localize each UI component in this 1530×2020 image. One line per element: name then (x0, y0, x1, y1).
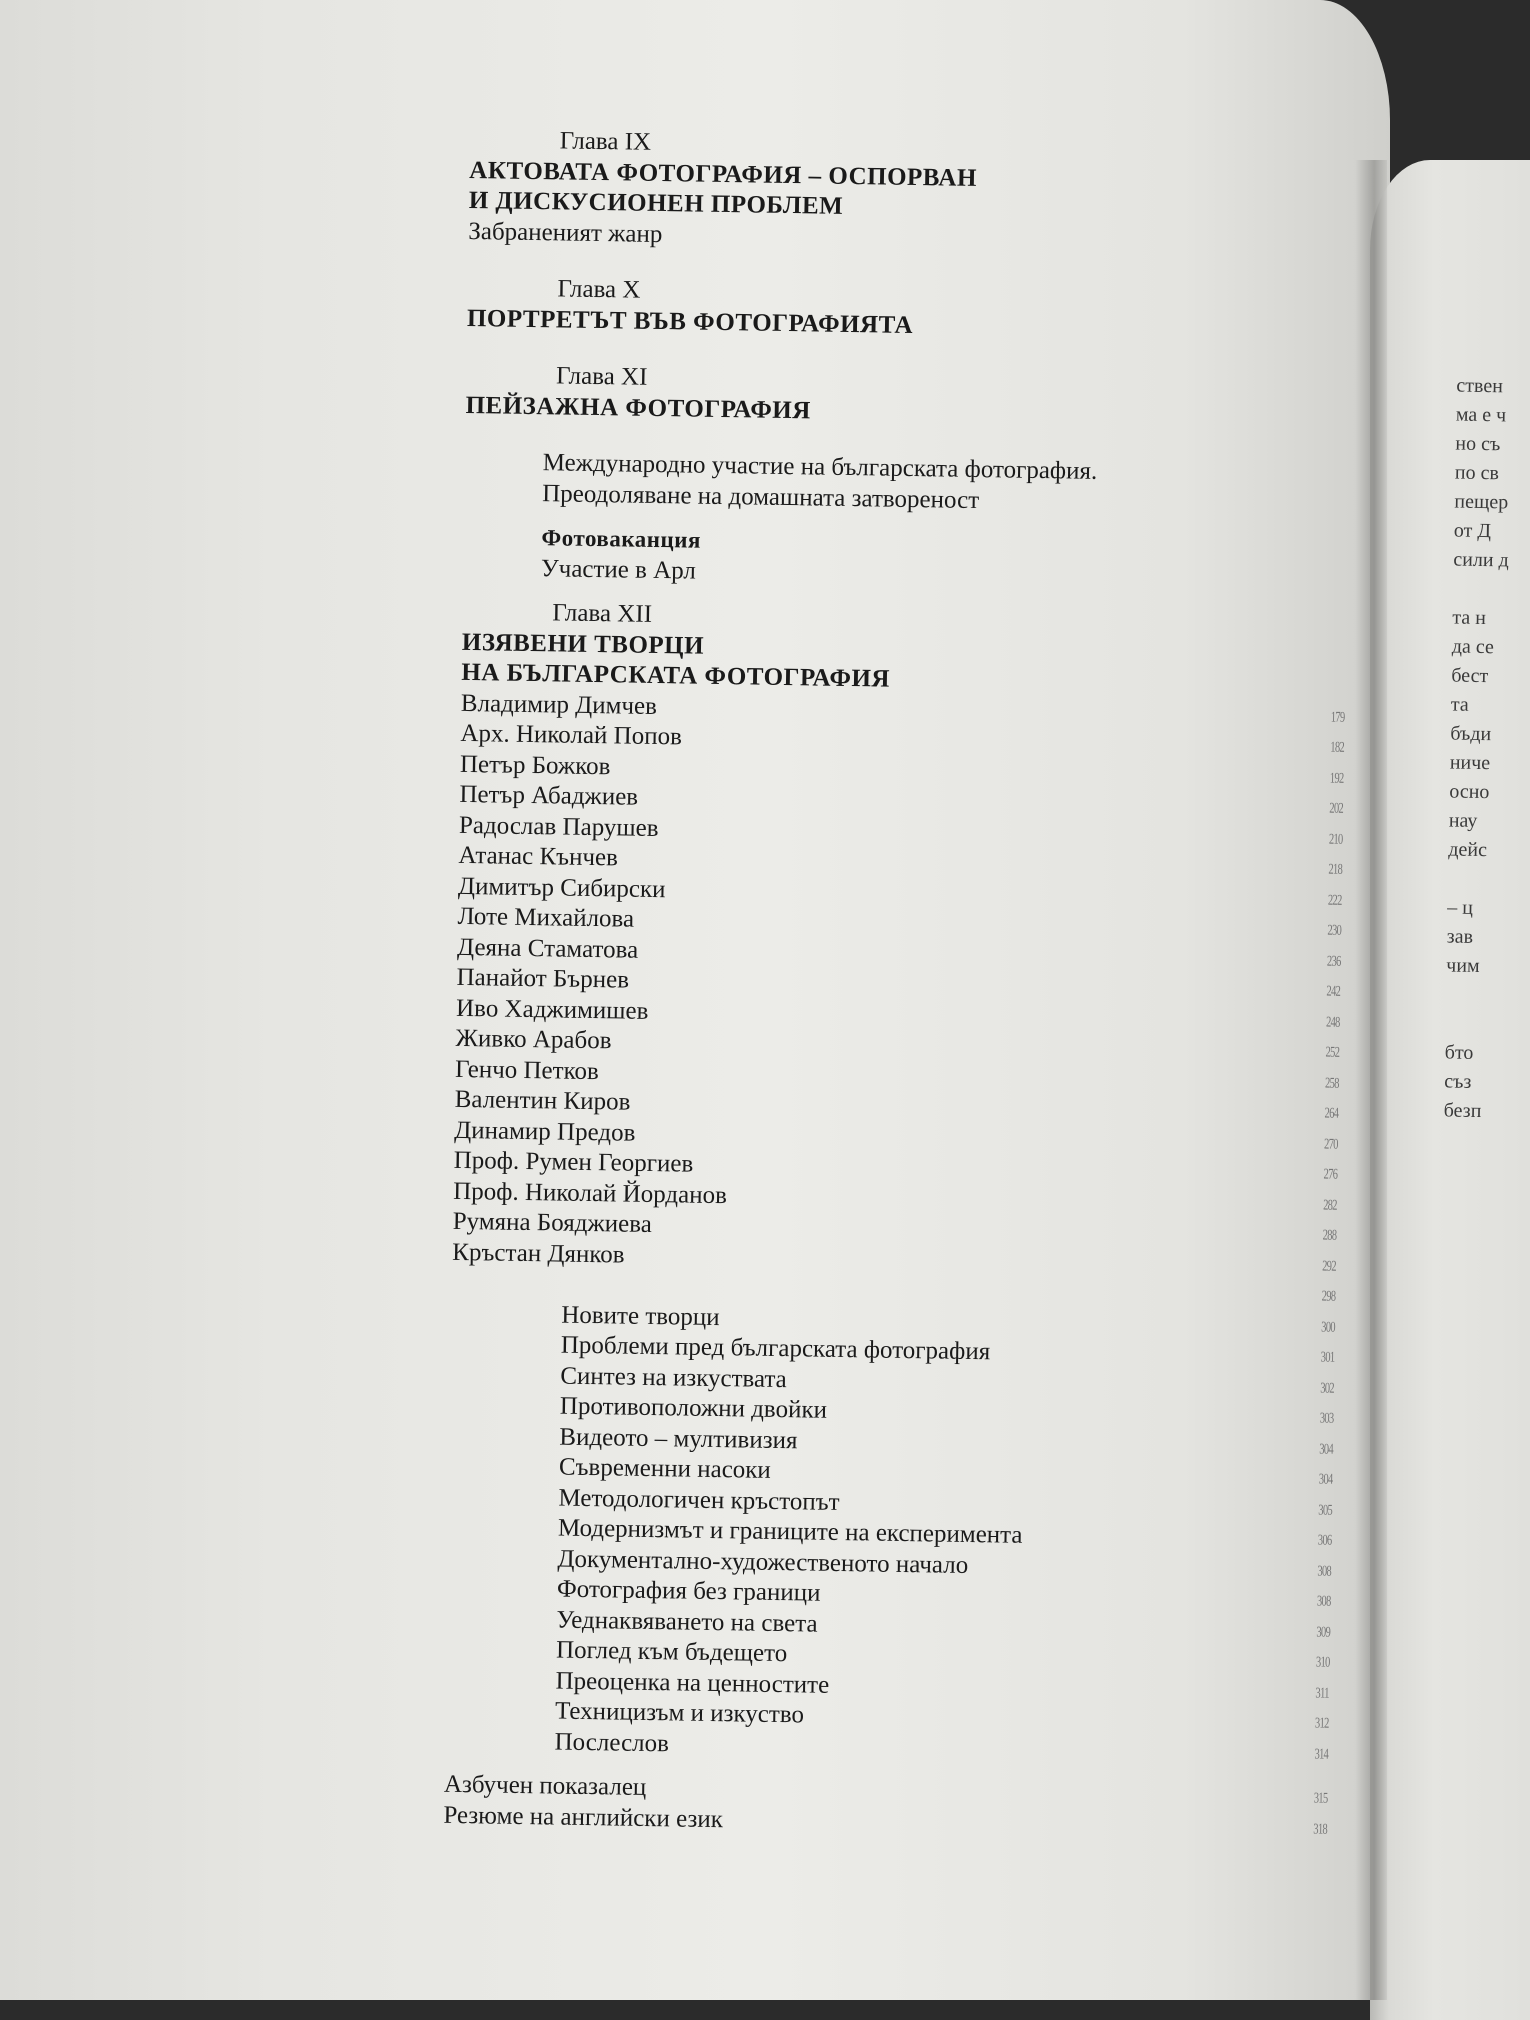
chapter-title: НА БЪЛГАРСКАТА ФОТОГРАФИЯ (461, 658, 891, 693)
section-title: Преодоляване на домашната затвореност (542, 479, 980, 514)
page-number: 236 (1326, 953, 1341, 970)
entry-title: Генчо Петков (454, 1055, 599, 1085)
right-page-fragment: от Д (1453, 519, 1492, 543)
entry-title: Димитър Сибирски (457, 872, 666, 903)
entry-title: Новите творци (561, 1301, 720, 1331)
right-page-fragment: дейс (1448, 838, 1488, 862)
entry-title: Радослав Парушев (458, 811, 659, 842)
entry-title: Уеднаквяването на света (556, 1606, 818, 1638)
page-number: 179 (1330, 709, 1345, 726)
page-number: 210 (1328, 831, 1343, 848)
page-number: 218 (1328, 861, 1343, 878)
right-page-fragment: бто (1444, 1041, 1474, 1064)
page-number: 292 (1322, 1258, 1336, 1275)
page-number: 315 (1313, 1790, 1328, 1807)
right-page-fragment: нау (1448, 809, 1478, 832)
entry-title: Кръстан Дянков (452, 1238, 625, 1269)
right-page-fragment: пещер (1454, 490, 1509, 514)
right-page-fragment: чим (1446, 954, 1480, 978)
chapter-label: Глава XI (555, 362, 648, 391)
page-number: 304 (1318, 1471, 1333, 1488)
page-number: 282 (1323, 1197, 1337, 1214)
entry-title: Атанас Кънчев (458, 841, 619, 872)
table-of-contents (443, 125, 1370, 1845)
entry-title: Лоте Михайлова (457, 902, 635, 933)
chapter-label: Глава IX (559, 127, 652, 156)
entry-title: Панайот Бърнев (456, 963, 630, 994)
entry-title: Преоценка на ценностите (555, 1667, 830, 1699)
page-number: 230 (1327, 922, 1342, 939)
chapter-title: И ДИСКУСИОНЕН ПРОБЛЕМ (468, 186, 844, 220)
section-heading: Фотоваканция (541, 525, 702, 553)
entry-title: Динамир Предов (454, 1116, 636, 1147)
chapter-title: АКТОВАТА ФОТОГРАФИЯ – ОСПОРВАН (469, 156, 978, 192)
page-number: 310 (1315, 1654, 1330, 1671)
entry-title: Послеслов (554, 1728, 670, 1757)
entry-title: Петър Абаджиев (459, 780, 639, 811)
chapter-title: ПЕЙЗАЖНА ФОТОГРАФИЯ (465, 391, 812, 424)
page-number: 300 (1321, 1319, 1335, 1336)
entry-title: Деяна Стаматова (456, 933, 639, 964)
right-page-fragment: та н (1452, 606, 1487, 630)
chapter-title: ПОРТРЕТЪТ ВЪВ ФОТОГРАФИЯТА (466, 304, 914, 339)
entry-title: Арх. Николай Попов (460, 719, 683, 751)
artist-list (452, 688, 1361, 1282)
right-page-fragment: ниче (1449, 751, 1491, 775)
entry-title: Живко Арабов (455, 1024, 612, 1055)
page-number: 318 (1313, 1820, 1328, 1838)
page-number: 258 (1324, 1075, 1339, 1092)
right-page-fragment: бест (1451, 664, 1489, 688)
entry-title: Синтез на изкуствата (560, 1362, 787, 1393)
entry-title: Проф. Николай Йорданов (453, 1177, 728, 1209)
page-number: 308 (1316, 1593, 1331, 1610)
page-number: 306 (1317, 1532, 1332, 1549)
right-page-fragment: но съ (1455, 432, 1501, 456)
closing-section-list (444, 1298, 1351, 1770)
chapter-label: Глава X (557, 275, 641, 304)
page-number: 192 (1329, 770, 1344, 787)
entry-title: Документално-художественото начало (557, 1545, 969, 1579)
page-number: 309 (1316, 1623, 1331, 1641)
right-page-fragment: – ц (1447, 896, 1474, 919)
page-number: 242 (1326, 983, 1341, 1000)
page-number: 248 (1325, 1014, 1340, 1031)
page-number: 304 (1319, 1441, 1334, 1458)
entry-title: Владимир Димчев (460, 689, 658, 720)
page-number: 252 (1325, 1044, 1340, 1061)
right-page-fragment: бъди (1450, 722, 1492, 746)
entry-title: Иво Хаджимишев (455, 994, 649, 1025)
entry-title: Проблеми пред българската фотография (560, 1331, 991, 1366)
entry-title: Съвременни насоки (558, 1453, 772, 1484)
page-number: 308 (1317, 1562, 1332, 1580)
entry-title: Видеото – мултивизия (559, 1423, 798, 1454)
entry-title: Фотография без граници (556, 1575, 821, 1607)
right-page-fragment: безп (1443, 1099, 1482, 1123)
page-number: 312 (1314, 1715, 1329, 1732)
entry-title: Противоположни двойки (559, 1392, 828, 1424)
right-page-fragment: осно (1449, 780, 1490, 804)
page-number: 301 (1320, 1349, 1335, 1366)
entry-title: Азбучен показалец (443, 1770, 647, 1801)
entry-title: Резюме на английски език (443, 1801, 724, 1833)
page-number: 182 (1330, 739, 1345, 756)
page-number: 270 (1323, 1136, 1338, 1153)
section-title: Забраненият жанр (468, 217, 663, 248)
right-page-fragment: зав (1446, 925, 1474, 948)
chapter-label: Глава XII (552, 599, 653, 628)
right-page-fragment: та (1450, 693, 1469, 716)
right-page-fragment: съз (1444, 1070, 1472, 1093)
page-number: 288 (1322, 1227, 1337, 1244)
page-number: 303 (1319, 1410, 1334, 1427)
entry-title: Поглед към бъдещето (555, 1636, 788, 1668)
entry-title: Валентин Киров (454, 1085, 631, 1116)
entry-title: Проф. Румен Георгиев (453, 1146, 694, 1178)
page-number: 314 (1314, 1745, 1329, 1763)
chapter-title: ИЗЯВЕНИ ТВОРЦИ (461, 628, 705, 660)
section-title: Международно участие на българската фотография. (542, 449, 1098, 485)
page-number: 264 (1324, 1105, 1339, 1122)
page-number: 311 (1315, 1684, 1329, 1702)
page-number: 202 (1329, 800, 1344, 817)
page-number: 298 (1321, 1288, 1336, 1305)
page-number: 302 (1320, 1380, 1335, 1397)
right-page-fragment: сили д (1453, 548, 1509, 572)
page-number: 276 (1323, 1166, 1338, 1183)
entry-title: Модернизмът и границите на експеримента (557, 1514, 1023, 1549)
page-number: 222 (1327, 892, 1342, 909)
entry-title: Румяна Бояджиева (452, 1207, 653, 1238)
entry-title: Методологичен кръстопът (558, 1484, 840, 1516)
section-title: Участие в Арл (540, 554, 697, 585)
right-page-fragment: ма е ч (1455, 403, 1507, 427)
page-number: 305 (1318, 1501, 1333, 1519)
right-page-fragment: ствен (1456, 374, 1504, 398)
right-page-fragment: да се (1451, 635, 1495, 659)
entry-title: Техницизъм и изкуство (554, 1697, 805, 1729)
right-page-fragment: по св (1454, 461, 1500, 485)
entry-title: Петър Божков (459, 750, 611, 780)
